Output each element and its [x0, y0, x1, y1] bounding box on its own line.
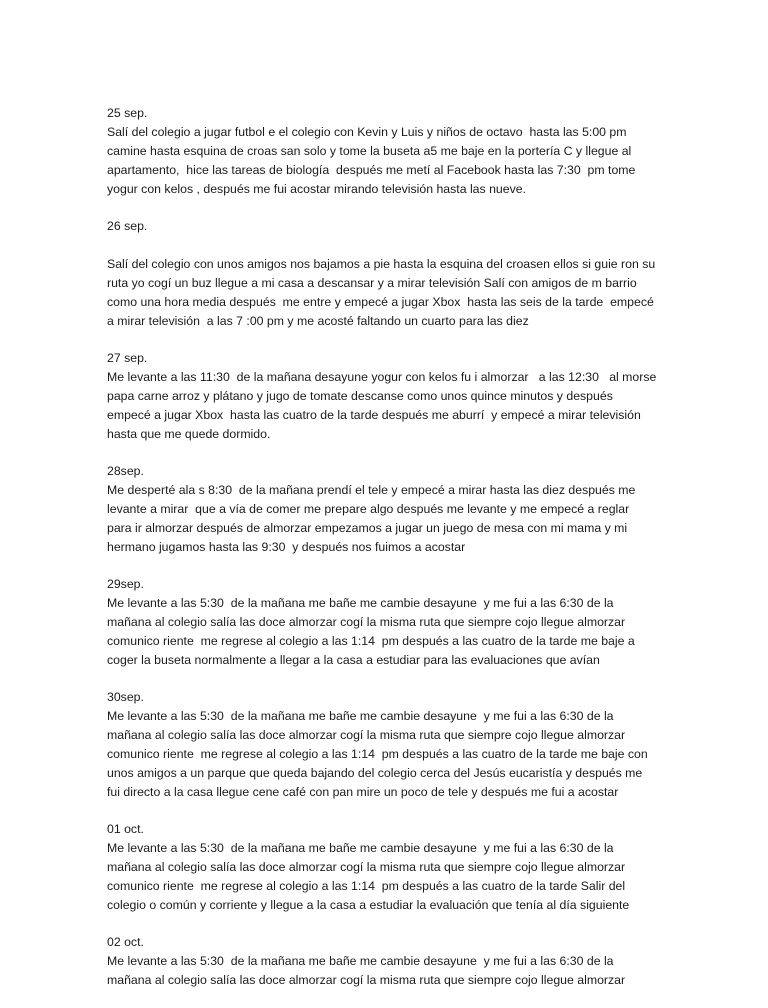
entry-date: 30sep. [107, 690, 144, 704]
entry-text-line: ruta yo cogí un buz llegue a mi casa a descansar y a mirar televisión Salí con amigos de m barrio [107, 276, 637, 290]
entry-text-line: Me levante a las 5:30 de la mañana me bañe me cambie desayune y me fui a las 6:30 de la [107, 596, 614, 610]
entry-text-line: mañana al colegio salía las doce almorzar cogí la misma ruta que siempre cojo llegue almorzar [107, 615, 626, 629]
diary-entry [107, 575, 663, 670]
entry-date: 26 sep. [107, 219, 148, 233]
entry-text-line: hermano jugamos hasta las 9:30 y después nos fuimos a acostar [107, 540, 466, 554]
entry-text-line: como una hora media después me entre y empecé a jugar Xbox hasta las seis de la tarde empecé [107, 295, 654, 309]
entry-text-line: yogur con kelos , después me fui acostar mirando televisión hasta las nueve. [107, 182, 527, 196]
entry-text-line: Me levante a las 11:30 de la mañana desayune yogur con kelos fu i almorzar a las 12:30 al morse [107, 370, 657, 384]
entry-text-line: comunico riente me regrese al colegio a las 1:14 pm después a las cuatro de la tarde me baje a [107, 634, 635, 648]
entry-date: 29sep. [107, 577, 144, 591]
entry-date: 27 sep. [107, 351, 148, 365]
entry-text-line: comunico riente me regrese al colegio a las 1:14 pm después a las cuatro de la tarde me baje con [107, 747, 648, 761]
entry-text-line: empecé a jugar Xbox hasta las cuatro de la tarde después me aburrí y empecé a mirar televisión [107, 408, 641, 422]
entry-date: 28sep. [107, 464, 144, 478]
entry-text-line: Salí del colegio con unos amigos nos bajamos a pie hasta la esquina del croasen ellos si guie ron su [107, 257, 656, 271]
diary-entry [107, 933, 663, 990]
diary-entry [107, 217, 663, 331]
diary-entry [107, 349, 663, 444]
entry-text-line: Me levante a las 5:30 de la mañana me bañe me cambie desayune y me fui a las 6:30 de la [107, 709, 614, 723]
entry-text-line: colegio o común y corriente y llegue a la casa a estudiar la evaluación que tenía al día siguiente [107, 898, 630, 912]
entry-text-line: comunico riente me regrese al colegio a las 1:14 pm después a las cuatro de la tarde Salir del [107, 879, 626, 893]
entry-text-line: mañana al colegio salía las doce almorzar cogí la misma ruta que siempre cojo llegue almorzar [107, 728, 626, 742]
blank-line [107, 236, 663, 255]
diary-entry [107, 104, 663, 199]
diary-entry [107, 688, 663, 802]
entry-text-line: a mirar televisión a las 7 :00 pm y me acosté faltando un cuarto para las diez [107, 314, 529, 328]
entry-text-line: coger la buseta normalmente a llegar a la casa a estudiar para las evaluaciones que avían [107, 653, 600, 667]
entry-date: 25 sep. [107, 106, 148, 120]
entry-text-line: papa carne arroz y plátano y jugo de tomate descanse como unos quince minutos y después [107, 389, 613, 403]
diary-entry [107, 820, 663, 915]
entry-text-line: Me desperté ala s 8:30 de la mañana prendí el tele y empecé a mirar hasta las diez después me [107, 483, 636, 497]
entry-text-line: fui directo a la casa llegue cene café con pan mire un poco de tele y después me fui a acostar [107, 785, 619, 799]
entry-text-line: Me levante a las 5:30 de la mañana me bañe me cambie desayune y me fui a las 6:30 de la [107, 841, 614, 855]
entry-text-line: Me levante a las 5:30 de la mañana me bañe me cambie desayune y me fui a las 6:30 de la [107, 954, 614, 968]
entry-text-line: mañana al colegio salía las doce almorzar cogí la misma ruta que siempre cojo llegue almorzar [107, 860, 626, 874]
entry-date: 02 oct. [107, 935, 144, 949]
entry-text-line: levante a mirar que a vía de comer me prepare algo después me levante y me empecé a reglar [107, 502, 630, 516]
diary-entry [107, 462, 663, 557]
entry-text-line: Salí del colegio a jugar futbol e el colegio con Kevin y Luis y niños de octavo hasta las 5:00 pm [107, 125, 627, 139]
entry-text-line: unos amigos a un parque que queda bajando del colegio cerca del Jesús eucaristía y después me [107, 766, 643, 780]
entry-text-line: para ir almorzar después de almorzar empezamos a jugar un juego de mesa con mi mama y mi [107, 521, 628, 535]
diary-text [107, 104, 663, 1008]
entry-text-line: mañana al colegio salía las doce almorzar cogí la misma ruta que siempre cojo llegue almorzar [107, 973, 626, 987]
entry-text-line: camine hasta esquina de croas san solo y tome la buseta a5 me baje en la portería C y llegue al [107, 144, 632, 158]
entry-text-line: hasta que me quede dormido. [107, 427, 271, 441]
entry-text-line: apartamento, hice las tareas de biología después me metí al Facebook hasta las 7:30 pm tome [107, 163, 636, 177]
entry-date: 01 oct. [107, 822, 144, 836]
